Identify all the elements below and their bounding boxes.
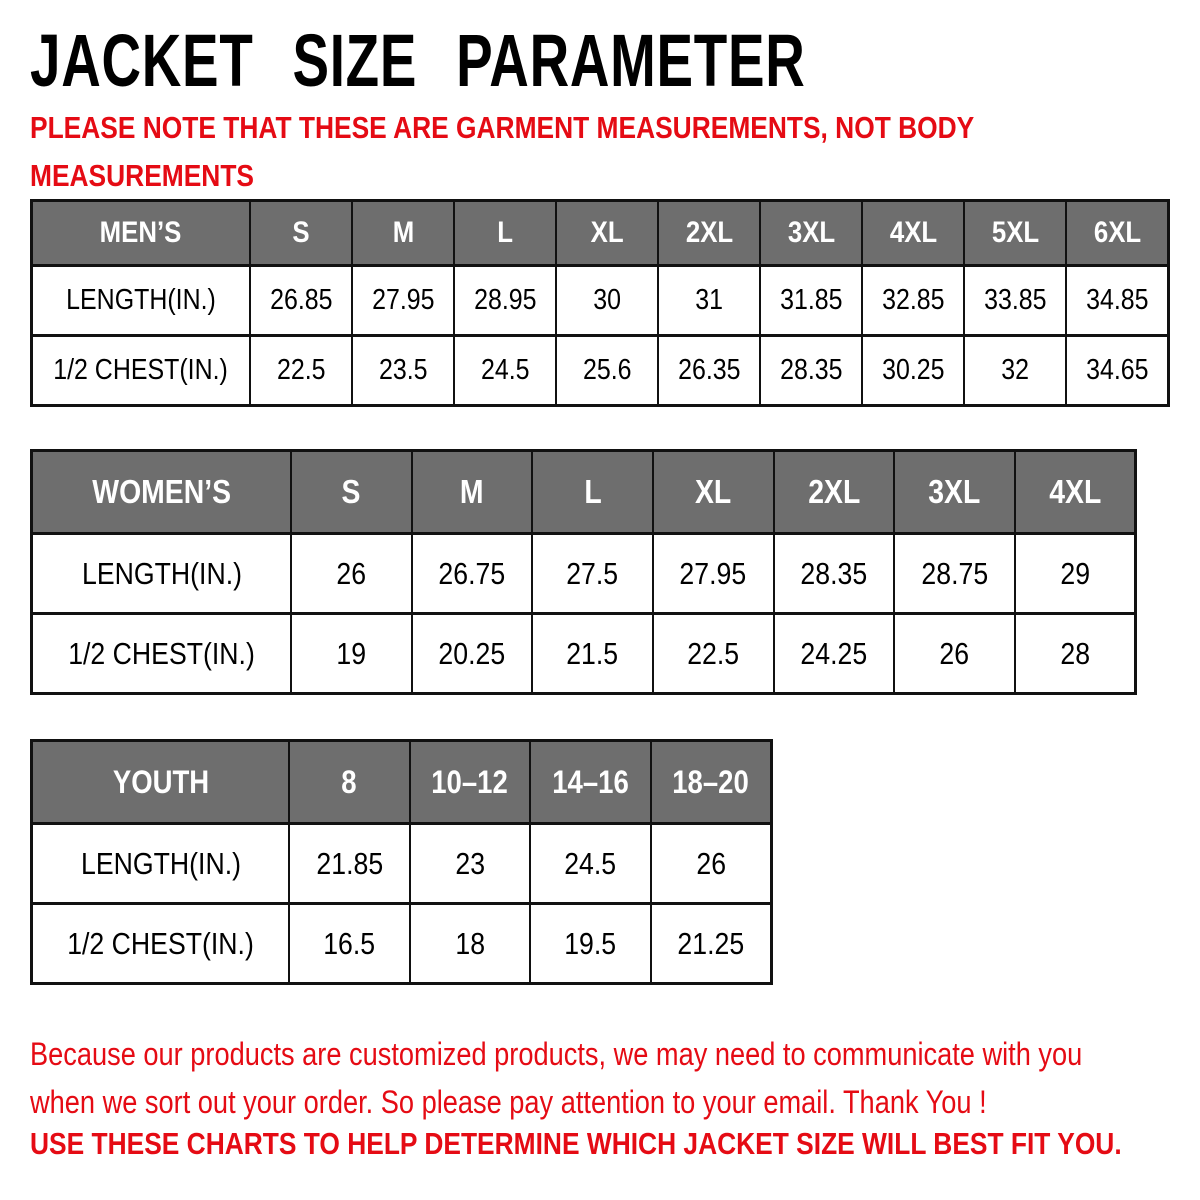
mens-measurement-cell <box>352 266 454 336</box>
mens-measurement-cell-text: 31.85 <box>780 284 843 316</box>
womens-size-header-cell-text: S <box>341 473 361 510</box>
youth-measurement-cell <box>410 824 531 904</box>
mens-measurement-row <box>32 266 1169 336</box>
womens-measurement-cell <box>291 614 412 694</box>
youth-measurement-cell-text: 26 <box>696 845 726 881</box>
mens-size-header-cell <box>250 201 352 266</box>
mens-group-header-text: MEN’S <box>100 216 182 249</box>
note-line-1: PLEASE NOTE THAT THESE ARE GARMENT MEASUREMENTS, NOT BODY <box>30 110 975 145</box>
youth-size-header-cell-text: 10–12 <box>431 763 509 800</box>
womens-row-label-cell <box>32 614 292 694</box>
womens-measurement-cell-text: 21.5 <box>566 635 619 671</box>
youth-size-table <box>30 739 773 985</box>
womens-size-header-cell <box>774 451 895 534</box>
mens-header-row <box>32 201 1169 266</box>
womens-measurement-cell <box>1015 534 1136 614</box>
womens-size-header-cell <box>1015 451 1136 534</box>
mens-size-header-cell-text: S <box>292 216 310 249</box>
mens-measurement-cell-text: 22.5 <box>276 354 326 386</box>
mens-measurement-cell-text: 23.5 <box>378 354 428 386</box>
womens-measurement-cell-text: 26 <box>939 635 970 671</box>
womens-size-header-cell-text: M <box>460 473 484 510</box>
womens-row-label-cell-text: LENGTH(IN.) <box>81 555 242 591</box>
mens-measurement-cell <box>1066 266 1168 336</box>
mens-measurement-cell <box>862 336 964 406</box>
mens-measurement-cell <box>964 336 1066 406</box>
womens-measurement-cell <box>774 614 895 694</box>
youth-measurement-cell <box>289 904 410 984</box>
mens-measurement-cell-text: 33.85 <box>984 284 1047 316</box>
womens-measurement-cell-text: 22.5 <box>687 635 740 671</box>
youth-size-header-cell <box>530 741 651 824</box>
womens-measurement-cell <box>774 534 895 614</box>
womens-measurement-cell <box>894 534 1015 614</box>
womens-size-header-cell-text: 2XL <box>807 473 860 510</box>
mens-size-header-cell-text: 6XL <box>1093 216 1141 249</box>
youth-measurement-cell-text: 21.85 <box>315 845 383 881</box>
mens-size-header-cell-text: XL <box>590 216 624 249</box>
custom-order-notice <box>30 1030 1082 1126</box>
mens-row-label-cell-text: LENGTH(IN.) <box>66 284 216 316</box>
youth-size-header-cell-text: 8 <box>341 763 357 800</box>
youth-row-label-cell-text: 1/2 CHEST(IN.) <box>67 925 254 961</box>
youth-measurement-cell-text: 21.25 <box>677 925 745 961</box>
womens-group-header <box>32 451 292 534</box>
youth-measurement-cell <box>651 824 772 904</box>
mens-measurement-cell-text: 34.65 <box>1085 354 1149 386</box>
mens-measurement-cell <box>862 266 964 336</box>
womens-measurement-row <box>32 614 1136 694</box>
mens-measurement-cell-text: 26.85 <box>269 284 333 316</box>
youth-size-header-cell-text: 18–20 <box>672 763 750 800</box>
youth-measurement-cell-text: 18 <box>455 925 485 961</box>
youth-header-row <box>32 741 772 824</box>
mens-measurement-cell <box>250 266 352 336</box>
mens-size-header-cell <box>556 201 658 266</box>
mens-measurement-cell <box>760 266 862 336</box>
page-title <box>30 18 1078 103</box>
womens-measurement-row <box>32 534 1136 614</box>
youth-group-header-text: YOUTH <box>112 763 209 800</box>
youth-measurement-cell-text: 16.5 <box>323 925 376 961</box>
mens-size-header-cell <box>658 201 760 266</box>
mens-size-table-grid <box>30 199 1170 407</box>
womens-measurement-cell-text: 26.75 <box>438 555 506 591</box>
youth-measurement-row <box>32 824 772 904</box>
womens-measurement-cell <box>1015 614 1136 694</box>
mens-measurement-cell <box>556 266 658 336</box>
womens-measurement-cell <box>894 614 1015 694</box>
page-title-text: JACKET SIZE PARAMETER <box>30 19 806 102</box>
mens-size-header-cell-text: 2XL <box>685 216 733 249</box>
youth-measurement-cell-text: 23 <box>455 845 485 881</box>
womens-size-header-cell <box>894 451 1015 534</box>
womens-size-header-cell <box>291 451 412 534</box>
youth-measurement-cell <box>530 904 651 984</box>
youth-row-label-cell-text: LENGTH(IN.) <box>80 845 241 881</box>
mens-size-table <box>30 199 1170 407</box>
youth-measurement-cell-text: 24.5 <box>564 845 617 881</box>
womens-measurement-cell-text: 26 <box>336 555 367 591</box>
notice-line-1: Because our products are customized products, we may need to communicate with you <box>30 1036 1083 1072</box>
mens-size-header-cell-text: 3XL <box>787 216 835 249</box>
mens-measurement-cell <box>964 266 1066 336</box>
mens-size-header-cell-text: L <box>497 216 513 249</box>
notice-line-2: when we sort out your order. So please pay attention to your email. Thank You ! <box>30 1084 987 1120</box>
mens-group-header <box>32 201 251 266</box>
mens-size-header-cell <box>964 201 1066 266</box>
mens-size-header-cell <box>760 201 862 266</box>
womens-measurement-cell-text: 27.95 <box>679 555 747 591</box>
womens-header-row <box>32 451 1136 534</box>
mens-measurement-cell <box>454 336 556 406</box>
mens-row-label-cell <box>32 266 251 336</box>
youth-size-header-cell <box>410 741 531 824</box>
womens-size-table-grid <box>30 449 1137 695</box>
womens-size-header-cell <box>532 451 653 534</box>
mens-measurement-cell <box>1066 336 1168 406</box>
mens-size-header-cell <box>454 201 556 266</box>
garment-measurement-note <box>30 104 974 200</box>
mens-measurement-cell-text: 24.5 <box>480 354 530 386</box>
womens-size-header-cell-text: 3XL <box>928 473 981 510</box>
mens-measurement-cell-text: 27.95 <box>371 284 435 316</box>
mens-measurement-cell <box>658 336 760 406</box>
youth-size-header-cell <box>651 741 772 824</box>
mens-measurement-cell-text: 32 <box>1001 354 1030 386</box>
womens-measurement-cell <box>412 534 533 614</box>
mens-measurement-cell-text: 28.35 <box>780 354 843 386</box>
mens-measurement-cell <box>760 336 862 406</box>
mens-measurement-cell-text: 30 <box>593 284 622 316</box>
womens-measurement-cell-text: 24.25 <box>800 635 868 671</box>
womens-measurement-cell <box>291 534 412 614</box>
womens-measurement-cell <box>653 614 774 694</box>
womens-measurement-cell-text: 29 <box>1060 555 1090 591</box>
womens-size-header-cell <box>412 451 533 534</box>
womens-size-table <box>30 449 1137 695</box>
mens-size-header-cell-text: 4XL <box>889 216 937 249</box>
womens-measurement-cell-text: 19 <box>336 635 367 671</box>
mens-measurement-cell-text: 26.35 <box>678 354 741 386</box>
mens-measurement-cell <box>454 266 556 336</box>
womens-measurement-cell <box>412 614 533 694</box>
mens-measurement-cell-text: 25.6 <box>582 354 632 386</box>
womens-group-header-text: WOMEN’S <box>92 473 231 510</box>
womens-measurement-cell <box>532 534 653 614</box>
youth-measurement-cell-text: 19.5 <box>564 925 617 961</box>
youth-measurement-cell <box>289 824 410 904</box>
youth-size-header-cell <box>289 741 410 824</box>
womens-measurement-cell-text: 28.75 <box>921 555 988 591</box>
youth-group-header <box>32 741 290 824</box>
youth-measurement-cell <box>651 904 772 984</box>
note-line-2: MEASUREMENTS <box>30 158 254 194</box>
mens-measurement-cell-text: 30.25 <box>882 354 945 386</box>
womens-measurement-cell-text: 20.25 <box>438 635 506 671</box>
mens-size-header-cell <box>862 201 964 266</box>
mens-measurement-cell-text: 31 <box>695 284 724 316</box>
mens-size-header-cell-text: M <box>392 216 414 249</box>
womens-measurement-cell <box>532 614 653 694</box>
mens-size-header-cell <box>1066 201 1168 266</box>
youth-row-label-cell <box>32 904 290 984</box>
mens-measurement-cell <box>352 336 454 406</box>
youth-size-table-grid <box>30 739 773 985</box>
womens-measurement-cell <box>653 534 774 614</box>
womens-size-header-cell-text: XL <box>695 473 732 510</box>
mens-size-header-cell <box>352 201 454 266</box>
youth-measurement-cell <box>530 824 651 904</box>
mens-size-header-cell-text: 5XL <box>991 216 1040 249</box>
womens-measurement-cell-text: 28 <box>1060 635 1090 671</box>
womens-size-header-cell-text: L <box>583 473 602 510</box>
mens-measurement-cell-text: 28.95 <box>473 284 537 316</box>
womens-measurement-cell-text: 28.35 <box>800 555 868 591</box>
youth-size-header-cell-text: 14–16 <box>552 763 629 800</box>
mens-row-label-cell <box>32 336 251 406</box>
youth-row-label-cell <box>32 824 290 904</box>
mens-measurement-row <box>32 336 1169 406</box>
mens-measurement-cell-text: 32.85 <box>882 284 945 316</box>
womens-size-header-cell <box>653 451 774 534</box>
mens-measurement-cell-text: 34.85 <box>1085 284 1149 316</box>
mens-measurement-cell <box>556 336 658 406</box>
mens-measurement-cell <box>250 336 352 406</box>
youth-measurement-cell <box>410 904 531 984</box>
mens-measurement-cell <box>658 266 760 336</box>
youth-measurement-row <box>32 904 772 984</box>
womens-size-header-cell-text: 4XL <box>1048 473 1101 510</box>
mens-row-label-cell-text: 1/2 CHEST(IN.) <box>53 354 229 386</box>
womens-measurement-cell-text: 27.5 <box>566 555 619 591</box>
womens-row-label-cell <box>32 534 292 614</box>
womens-row-label-cell-text: 1/2 CHEST(IN.) <box>68 635 255 671</box>
fit-instruction: USE THESE CHARTS TO HELP DETERMINE WHICH JACKET SIZE WILL BEST FIT YOU. <box>30 1126 1122 1161</box>
